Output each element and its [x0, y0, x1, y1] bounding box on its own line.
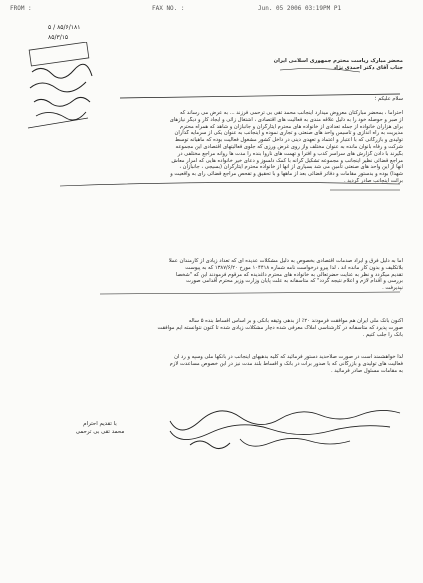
text-line: بگیرند با دادن گزارش های سراسر کذب و افترا و تهمت های ناروا بنده را مدت ها روانه مراجع مختلفی در: [177, 150, 403, 157]
addressee-title: محضر مبارک ریاست محترم جمهوری اسلامی ایران: [273, 58, 403, 64]
addressee-block: [103, 58, 403, 72]
text-line: فعالیت های تولیدی و بازرگانی که با صدور برات در بانک و اقساط بلند مدت نیز در این خصوص مساعدت لازم: [169, 360, 403, 367]
fax-number: FAX NO. :: [152, 5, 185, 12]
text-line: آنها از این واحد های صنعتی تأمین می شد بسیاری از آنها از خانواده محترم ایثارگران (بسیجی ، جانبازان ،: [179, 164, 403, 171]
signature-block: [60, 420, 140, 436]
text-line: صورت پذیرد که متاسفانه در کارشناسی املاک معرفی شده دچار مشکلات زیادی شده تا کنون نتوانسته ایم موافقت: [157, 324, 403, 331]
signer-name: محمد تقی بی ترحمی: [75, 429, 125, 435]
text-line: اکنون بانک ملی ایران هم موافقت فرمودند ۲۰٪ از بدهی وثیقه بانکی و بر اساس اقساط بنده ۵ ساله: [188, 318, 403, 324]
text-line: تولیدی و بازرگانی که با اعتبار و اعتماد و تعهدی دینی در داخل کشور مشغول فعالیت بوده که ماهیانه توسط: [175, 137, 403, 144]
text-line: بلاتکلیف و بدون کار مانده اند ، لذا پیرو درخواست نامه شماره ۱۰۴۴۱۸ مورخ ۱۳۸۷/۶/۲۰ که به پیوست: [185, 264, 403, 271]
letter-date: ۸۵/۳/۱۵: [48, 34, 69, 41]
paragraph-4: [23, 354, 403, 374]
text-line: لذا خواهشمند است در صورت صلاحدید دستور فرمائید که کلیه بدهیهای اینجانب در بانکها ملی وسپه و رد آن: [174, 354, 403, 360]
text-line: احتراماً ، بمحضر مبارکتان معروض میدارد اینجانب محمد تقی بی ترحمی فرزند ... به عرض می رساند که: [180, 110, 403, 116]
fax-from: FROM :: [10, 5, 32, 12]
fax-date-time: Jun. 05 2006 03:19PM P1: [258, 5, 342, 12]
text-line: مدیریت به راه اندازی و تاسیس واحد های صنعتی و تجاری نموده و اینجانب به عنوان یکی از سرمایه گذاران: [174, 130, 403, 137]
text-line: نپذیرفت .: [382, 285, 403, 292]
text-line: مراجع قضائی نظیر اینجانب و مجموعه تشکیل گرانه با کمک دلسوز و دعای خیر خانواده هایی که امرار معاش: [171, 157, 403, 164]
text-line: بانک را جلب کنیم .: [362, 331, 403, 338]
text-line: شرکت و رفاه بانوان مانده به عنوان مختلف واز روی غرض ورزی که جلوی فعالیتهای اقتصادی این مجموعه: [175, 143, 403, 150]
text-line: اما به دلیل فرق و ایراد صدمات اقتصادی بخصوص به دلیل مشکلات عدیده ای که تعداد زیادی از کارمندان عملاً: [168, 258, 403, 264]
closing-phrase: با تقدیم احترام: [83, 421, 117, 427]
handwritten-annotation: [150, 405, 410, 455]
text-line: برای هزاران خانواده از جمله تعدادی از خانواده های محترم ایثارگران و جانبازان و شاهد که همراه محترم: [179, 123, 403, 130]
text-line: برائت اینجانب صادر گردید .: [343, 177, 403, 184]
paragraph-1: [23, 110, 403, 185]
letter-reference-number: ۸۵/۶/۱۸۱ / ۵: [48, 24, 81, 31]
greeting: سلام علیکم ؛: [374, 96, 403, 102]
paragraph-2: [23, 258, 403, 292]
text-line: شهدا) بوده و بدستور مقامات و دفاتر قضائی بعد از ماهها و با تحقیق و تفحص مراجع قضائی رای به واقعیت و: [170, 171, 403, 178]
text-line: از صبر و حوصله خود را به دلیل علاقه مندی به فعالیت های اقتصادی ، اشتغال زائی و ایجاد کار و دیگر نیازهای: [169, 116, 403, 123]
text-line: بررسی و اقدام لازم و اعلام نتیجه گردد" که متاسفانه به علت پایان وزارت وزیر محترم اقدامی صورت: [186, 278, 403, 285]
addressee-name: جناب آقای دکتر احمدی نژاد: [333, 64, 403, 71]
text-line: تقدیم میگردد و نظر به عنایت حضرتعالی به خانواده های محترم داغدیده که مرقوم فرمودند این که "شخصا: [175, 271, 403, 278]
fax-transmission-header: [0, 3, 423, 13]
paragraph-3: [23, 318, 403, 338]
text-line: به مقامات مسئول صادر فرمائید .: [331, 367, 403, 374]
